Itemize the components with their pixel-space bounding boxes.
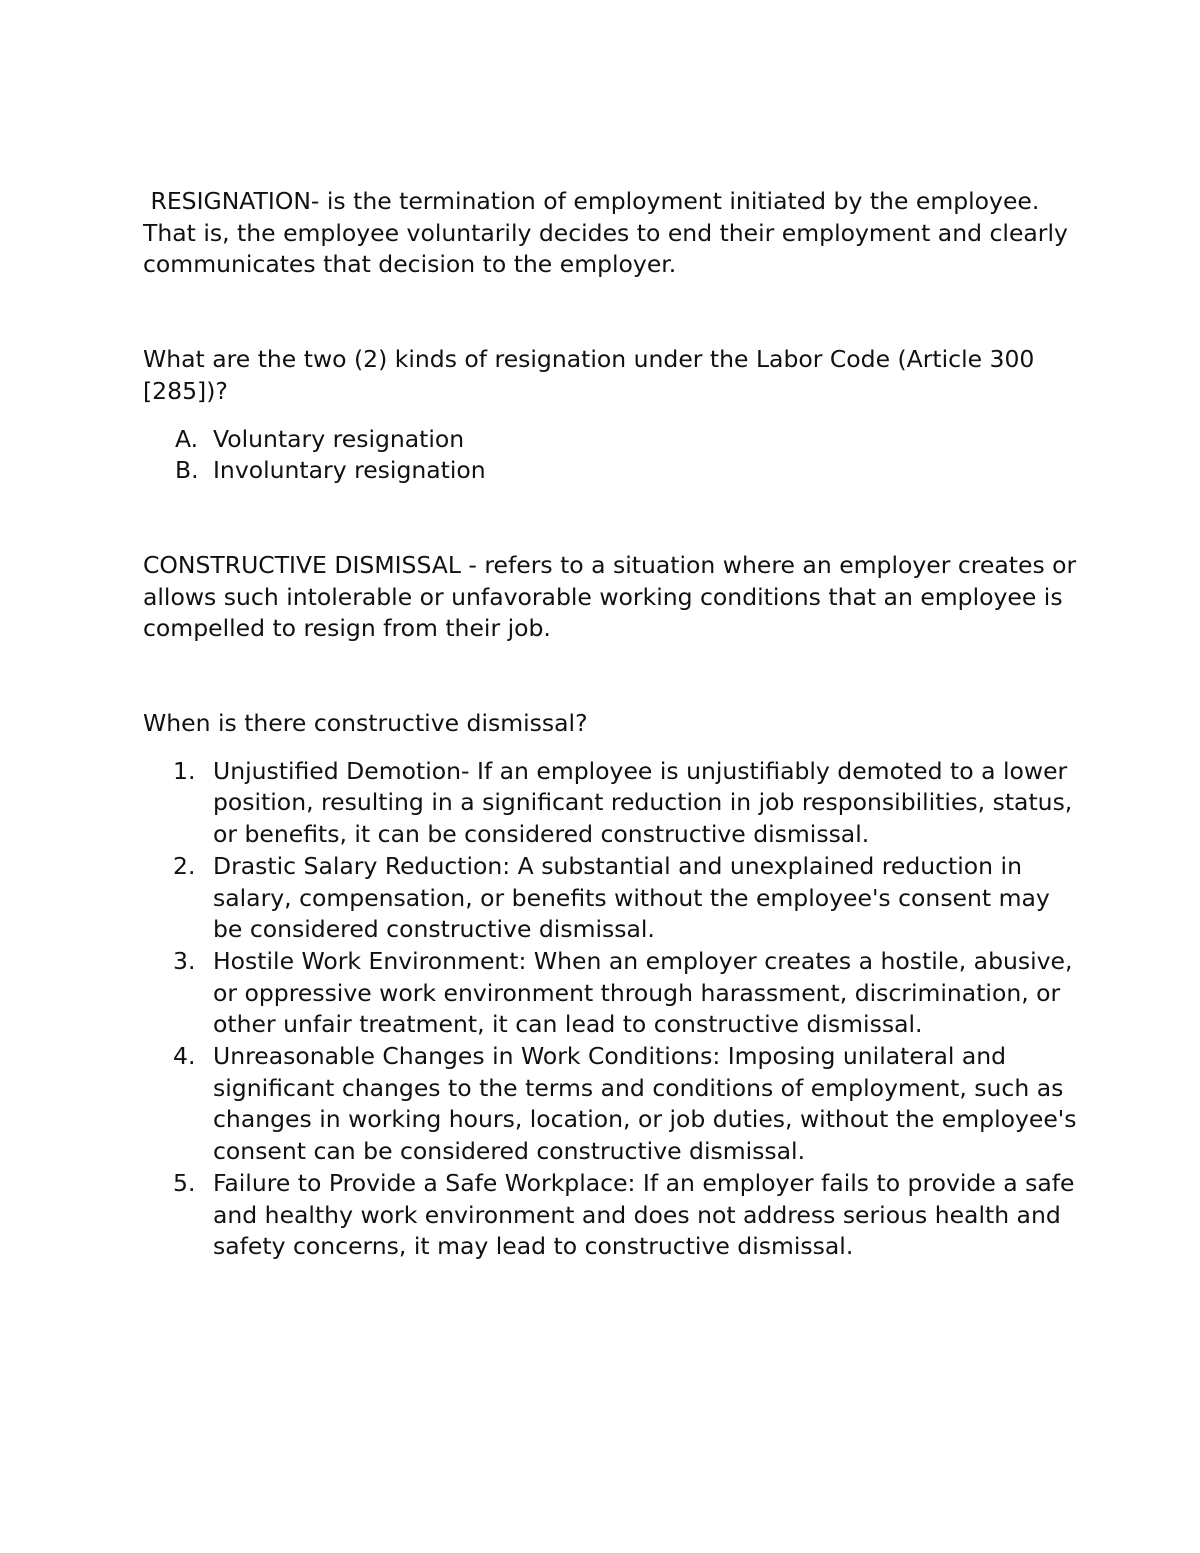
list-item-text: Failure to Provide a Safe Workplace: If an employer fails to provide a safe and healthy work environment and does not address serious health and safety concerns, it may lead to constructive dismissal. [213,1168,1075,1261]
list-item [143,1168,1078,1263]
spacer [143,645,1078,708]
resignation-kinds-list [143,424,1078,487]
document-body [143,186,1084,1263]
list-item-text: Voluntary resignation [213,424,465,453]
constructive-dismissal-situations-list [143,756,1078,1263]
spacer [143,281,1078,344]
list-marker: 4. [173,1042,196,1071]
when-question: When is there constructive dismissal? [143,709,588,738]
list-item-text: Drastic Salary Reduction: A substantial and unexplained reduction in salary, compensation, or benefits without the employee's consent may be considered constructive dismissal. [213,851,1050,944]
list-marker: 2. [173,851,196,880]
list-marker: 1. [173,756,196,785]
list-item [143,424,1078,456]
list-marker: B. [175,456,199,485]
list-item [143,946,1078,1041]
spacer [143,408,1078,424]
spacer [143,740,1078,756]
list-item [143,455,1078,487]
list-item [143,1041,1078,1168]
list-item-text: Unreasonable Changes in Work Conditions: Imposing unilateral and significant changes to the terms and conditions of employment, such as changes in working hours, location, or job duties, without the employee's consent can be considered constructive dismissal. [213,1042,1077,1166]
constructive-dismissal-definition: CONSTRUCTIVE DISMISSAL - refers to a situation where an employer creates or allows such intolerable or unfavorable working conditions that an employee is compelled to resign from their job. [143,550,1084,643]
list-item-text: Unjustified Demotion- If an employee is unjustifiably demoted to a lower position, resulting in a significant reduction in job responsibilities, status, or benefits, it can be considered constructive dismissal. [213,756,1073,849]
kinds-question: What are the two (2) kinds of resignation under the Labor Code (Article 300 [285])? [143,345,1042,405]
list-item [143,851,1078,946]
list-marker: A. [175,424,199,453]
list-marker: 3. [173,946,196,975]
list-item [143,756,1078,851]
resignation-definition: RESIGNATION- is the termination of employment initiated by the employee. That is, the employee voluntarily decides to end their employment and clearly communicates that decision to the employer. [143,187,1076,279]
list-item-text: Hostile Work Environment: When an employer creates a hostile, abusive, or oppressive work environment through harassment, discrimination, or other unfair treatment, it can lead to constructive dismissal. [213,946,1073,1039]
list-item-text: Involuntary resignation [213,456,486,485]
list-marker: 5. [173,1168,196,1197]
spacer [143,487,1078,550]
